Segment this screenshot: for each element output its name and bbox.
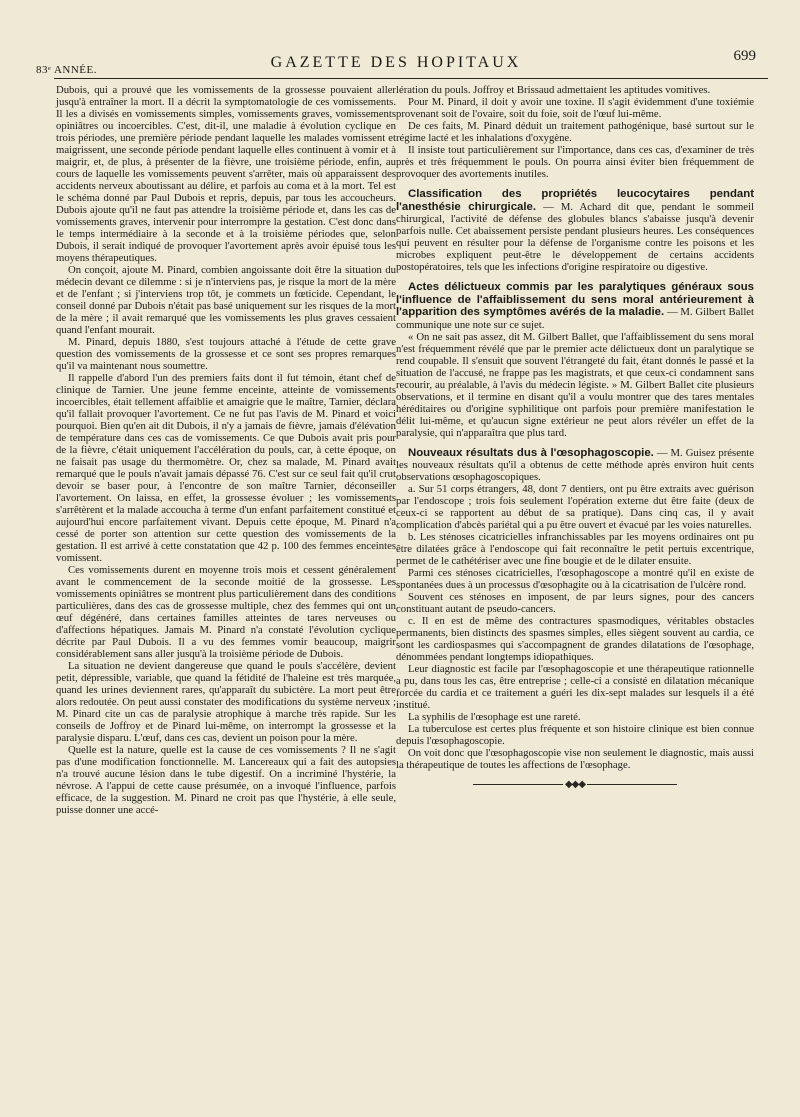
section-paragraph [396,447,754,484]
section-lead-text: — M. Gilbert Ballet communique une note sur ce sujet. [396,306,755,331]
paragraph: Pour M. Pinard, il doit y avoir une toxine. Il s'agit évidemment d'une toxiémie provenant soit de l'ovaire, soit du foie, soit de l'œuf lui-même. [396,96,754,120]
paragraph: Ces vomissements durent en moyenne trois mois et cessent généralement avant le commencement de la seconde moitié de la grossesse. Les vomissements opiniâtres se montrent plus particulièrement dans des conditions particulières, dans des cas de grossesse multiple, chez des femmes qui ont un œuf dégénéré, dans certaines familles atteintes de tares nerveuses ou d'affections hépatiques. Jamais M. Pinard n'a constaté l'évolution cyclique décrite par Paul Dubois. Il a vu des femmes vomir beaucoup, maigrir considérablement sans aller jusqu'à la troisième période de Dubois. [56,564,396,660]
section-paragraph: Souvent ces sténoses en imposent, de par leurs signes, pour des cancers constituant autant de pseudo-cancers. [396,591,754,615]
section-paragraph: Leur diagnostic est facile par l'œsophagoscopie et une thérapeutique rationnelle a pu, dans tous les cas, être entreprise ; celle-ci a consisté en dilatation mécanique forcée du cardia et ce traitement a guéri les dix-sept malades sur lesquels il a été institué. [396,663,754,711]
paragraph: Il rappelle d'abord l'un des premiers faits dont il fut témoin, étant chef de clinique de Tarnier. Une jeune femme enceinte, atteinte de vomissements incoercibles, était tellement affaiblie et amaigrie que le maître, Tarnier, déclara qu'il fallait provoquer l'avortement. Ce ne fut pas l'avis de M. Pinard et voici pourquoi. Bien qu'en ait dit Dubois, il n'y a jamais de fièvre, jamais d'élévation de température dans ces cas de vomissements. Ce que Dubois avait pris pour de la fièvre, c'était uniquement l'accélération du pouls, car, à cette époque, on ne faisait pas usage du thermomètre. Or, chez sa malade, M. Pinard avait remarqué que le pouls n'avait jamais dépassé 76. C'est sur ce seul fait qu'il crut devoir se baser pour, à l'encontre de son maître Tarnier, déconseiller l'avortement. On laissa, en effet, la grossesse évoluer ; les vomissements s'arrêtèrent et la malade accoucha à terme d'un enfant parfaitement constitué et aujourd'hui encore parfaitement vivant. Depuis cette époque, M. Pinard n'a cessé de porter son attention sur cette question des vomissements de la gestation. Il est arrivé à cette constatation que 42 p. 100 des femmes enceintes vomissent. [56,372,396,564]
volume-year: 83ᵉ ANNÉE. [36,64,97,76]
paragraph: lération du pouls. Joffroy et Brissaud admettaient les aptitudes vomitives. [396,84,711,96]
section-paragraph: La tuberculose est certes plus fréquente et son histoire clinique est bien connue depuis l'œsophagoscopie. [396,723,754,747]
paragraph: Quelle est la nature, quelle est la cause de ces vomissements ? Il ne s'agit pas d'une modification fonctionnelle. M. Lancereaux qui a fait des autopsies n'a trouvé aucune lésion dans le tube digestif. On a incriminé l'hystérie, la névrose. A l'appui de cette cause présumée, on a invoqué l'influence, parfois efficace, de la suggestion. M. Pinard ne croit pas que l'hystérie, à elle seule, puisse donner une accé- [56,744,396,816]
right-column-intro [396,84,754,180]
section [396,188,754,273]
page-header [36,46,756,86]
journal-title: GAZETTE DES HOPITAUX [270,54,522,71]
paragraph: On conçoit, ajoute M. Pinard, combien angoissante doit être la situation du médecin devant ce dilemme : si je n'interviens pas, je risque la mort de la mère et de l'enfant ; si j'interviens trop tôt, je commets un fœticide. Cependant, le conseil donné par Dubois n'était pas basé uniquement sur les risques de la mort de la mère ; il avait remarqué que les vomissements les plus graves cessaient quand l'enfant mourait. [56,264,396,336]
right-column-sections [396,188,754,771]
paragraph: La situation ne devient dangereuse que quand le pouls s'accélère, devient petit, dépressible, variable, que quand la fétidité de l'haleine est très marquée, quand les urines deviennent rares, qu'apparaît du subictère. La mort peut être alors redoutée. On peut aussi constater des modifications du système nerveux ; M. Pinard cite un cas de paralysie atrophique à marche très rapide. Sur les conseils de Joffroy et de Pinard lui-même, on interrompt la grossesse et la paralysie disparu. L'œuf, dans ces cas, devient un poison pour la mère. [56,660,396,744]
header-rule [54,78,768,80]
section-paragraph: a. Sur 51 corps étrangers, 48, dont 7 dentiers, ont pu être extraits avec guérison par l'endoscope ; trois fois seulement l'opération externe dut être faite (deux de ceux-ci se rapportent au début de sa pratique). Dans cinq cas, il y avait complication d'abcès pariétal qui a pu être ouvert et évacué par les voies naturelles. [396,483,754,531]
section-paragraph: La syphilis de l'œsophage est une rareté. [408,711,581,723]
section-title: Nouveaux résultats dus à l'œsophagoscopie. [408,446,654,459]
section-paragraph: On voit donc que l'œsophagoscopie vise non seulement le diagnostic, mais aussi la thérapeutique de toutes les affections de l'œsophage. [396,747,754,771]
section-title: Classification des propriétés leucocytaires pendant l'anesthésie chirurgicale. [396,188,754,213]
paragraph: Il insiste tout particulièrement sur l'importance, dans ces cas, d'examiner de très près et très fréquemment le pouls. On pourra ainsi éviter bien fréquemment de provoquer des avortements inutiles. [396,144,754,180]
section-paragraph [396,188,754,273]
section-paragraph: b. Les sténoses cicatricielles infranchissables par les moyens ordinaires ont pu être dilatées grâce à l'endoscope qui fait reconnaître le petit pertuis excentrique, permet de le cathétériser avec une fine bougie et de le dilater ensuite. [396,531,754,567]
section-paragraph: « On ne sait pas assez, dit M. Gilbert Ballet, que l'affaiblissement du sens moral n'est fréquemment révélé que par le premier acte délictueux dont un paralytique se rend coupable. Il s'ensuit que souvent l'étrangeté du fait, étant donnés le passé et la situation de l'accusé, ne frappe pas les magistrats, et que ceux-ci condamnent sans recourir, au préalable, à l'avis du médecin légiste. » M. Gilbert Ballet cite plusieurs observations, et il termine en disant qu'il a voulu montrer que des tares mentales héréditaires ou d'origine syphilitique ont parfois pour première manifestation le délit lui-même, et qu'aucun signe extérieur ne peut alors révéler un effet de la paralysie, qui n'apparaîtra que plus tard. [396,330,754,439]
paragraph: De ces faits, M. Pinard déduit un traitement pathogénique, basé surtout sur le régime lacté et les inhalations d'oxygène. [396,120,754,144]
section [396,447,754,772]
section-lead-text: — M. Achard dit que, pendant le sommeil chirurgical, l'activité de défense des globules blancs s'abaisse jusqu'à devenir parfois nulle. Cet abaissement persiste pendant plusieurs heures. Les conséquences qui peuvent en résulter pour la défense de l'organisme contre les poisons et les microbes expliquent peut-être le développement de certains accidents postopératoires, tels que les infections d'origine respiratoire ou digestive. [396,200,754,273]
section-title: Actes délictueux commis par les paralytiques généraux sous l'influence de l'affaiblissement du sens moral antérieurement à l'apparition des symptômes avérés de la maladie. [396,281,754,318]
right-column [396,84,754,791]
paragraph: Dubois, qui a prouvé que les vomissements de la grossesse pouvaient aller jusqu'à entraîner la mort. Il a décrit la symptomatologie de ces vomissements. Il les a divisés en vomissements simples, vomissements graves, vomissements opiniâtres ou incoercibles. C'est, dit-il, une maladie à évolution cyclique en trois périodes, une première période pendant laquelle les malades vomissent et maigrissent, une seconde période pendant laquelle elles continuent à vomir et à maigrir, et, de plus, à présenter de la fièvre, une troisième période, enfin, au cours de laquelle les vomissements peuvent s'arrêter, mais où apparaissent des accidents nerveux aboutissant au délire, et parfois au coma et à la mort. Tel est le schéma donné par Paul Dubois et repris, depuis, par tous les accoucheurs. Dubois ajoute qu'il ne faut pas attendre la troisième période et, dans les cas de vomissements graves, intervenir pour interrompre la gestation. C'est donc dans le temps intermédiaire à la seconde et à la troisième périodes que, selon Dubois, il serait indiqué de provoquer l'avortement après avoir épuisé tous les moyens thérapeutiques. [56,84,396,264]
end-ornament: ◆◆◆ [396,779,754,791]
left-column [56,84,396,816]
section-paragraph: Parmi ces sténoses cicatricielles, l'œsophagoscope a montré qu'il en existe de spontanées dues à un processus d'œsophagite ou à la cicatrisation de l'ulcère rond. [396,567,754,591]
section [396,281,754,439]
paragraph: M. Pinard, depuis 1880, s'est toujours attaché à l'étude de cette grave question des vomissements de la grossesse et ce sont ses propres remarques qu'il va maintenant nous soumettre. [56,336,396,372]
section-lead-text: — M. Guisez présente les nouveaux résultats qu'il a obtenus de cette méthode après environ huit cents observations œsophagoscopiques. [396,446,755,483]
section-paragraph: c. Il en est de même des contractures spasmodiques, véritables obstacles permanents, bien distincts des spasmes simples, elles siègent souvent au cardia, ce sont les cardiospasmes qui s'accompagnent de grandes dilatations de l'œsophage, dénommées pendant longtemps idiopathiques. [396,615,754,663]
page-number: 699 [733,48,756,64]
section-paragraph [396,281,754,331]
